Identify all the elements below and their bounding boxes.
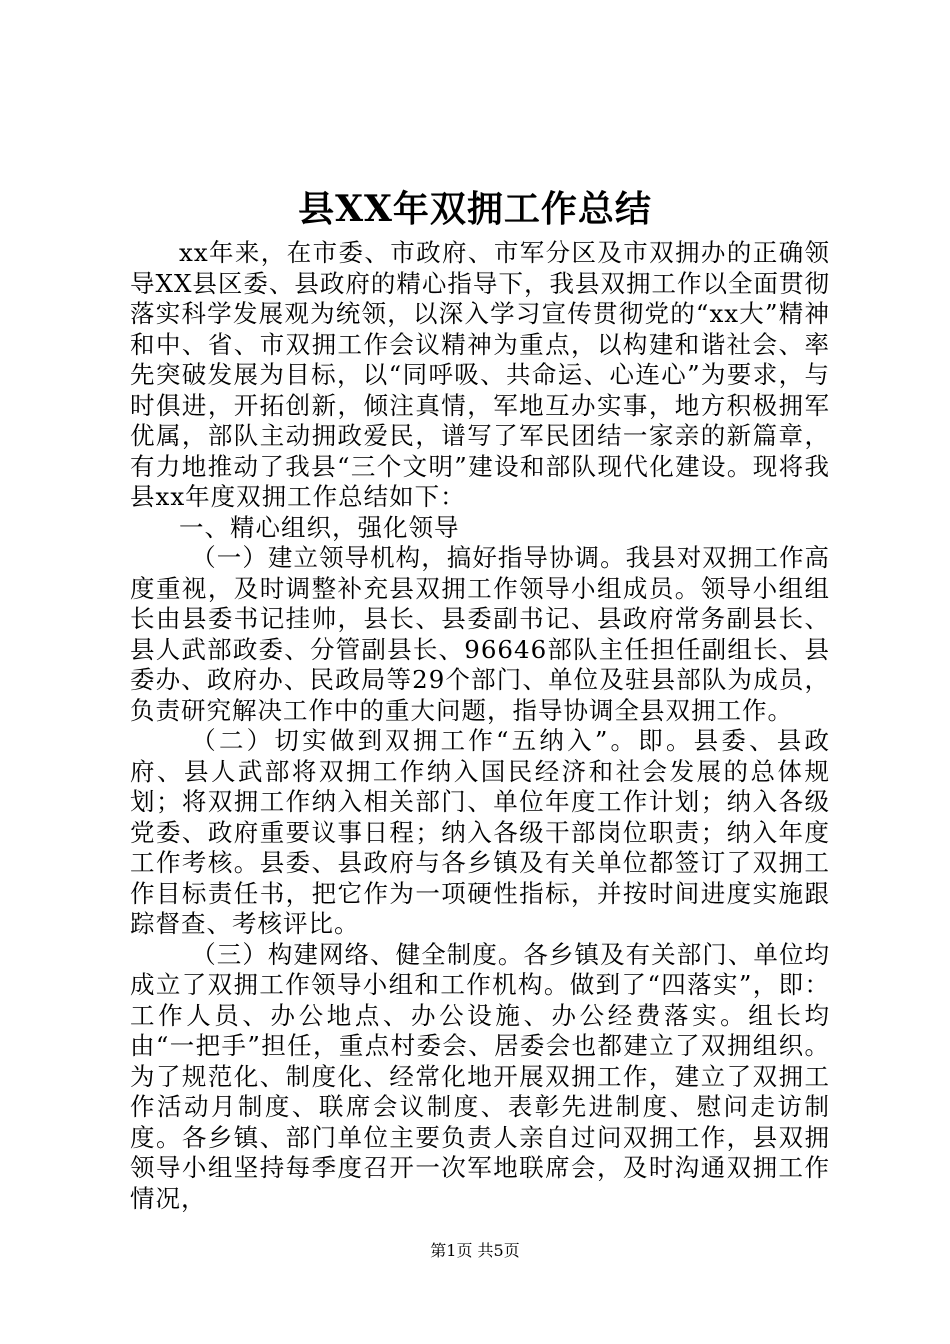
document-title: 县XX年双拥工作总结 bbox=[298, 188, 652, 230]
paragraph-subsection-3: （三）构建网络、健全制度。各乡镇及有关部门、单位均成立了双拥工作领导小组和工作机构。做到了“四落实”，即：工作人员、办公地点、办公设施、办公经费落实。组长均由“一把手”担任，重点村委会、居委会也都建立了双拥组织。为了规范化、制度化、经常化地开展双拥工作，建立了双拥工作活动月制度、联席会议制度、表彰先进制度、慰问走访制度。各乡镇、部门单位主要负责人亲自过问双拥工作，县双拥领导小组坚持每季度召开一次军地联席会，及时沟通双拥工作情况， bbox=[130, 939, 830, 1213]
paragraph-intro: xx年来，在市委、市政府、市军分区及市双拥办的正确领导XX县区委、县政府的精心指导下，我县双拥工作以全面贯彻落实科学发展观为统领，以深入学习宣传贯彻党的“xx大”精神和中、省、市双拥工作会议精神为重点，以构建和谐社会、率先突破发展为目标，以“同呼吸、共命运、心连心”为要求，与时俱进，开拓创新，倾注真情，军地互办实事，地方积极拥军优属，部队主动拥政爱民，谱写了军民团结一家亲的新篇章，有力地推动了我县“三个文明”建设和部队现代化建设。现将我县xx年度双拥工作总结如下： bbox=[130, 238, 830, 511]
paragraph-subsection-1: （一）建立领导机构，搞好指导协调。我县对双拥工作高度重视，及时调整补充县双拥工作领导小组成员。领导小组组长由县委书记挂帅，县长、县委副书记、县政府常务副县长、县人武部政委、分管副县长、96646部队主任担任副组长、县委办、政府办、民政局等29个部门、单位及驻县部队为成员，负责研究解决工作中的重大问题，指导协调全县双拥工作。 bbox=[130, 543, 830, 725]
paragraph-subsection-2: （二）切实做到双拥工作“五纳入”。即。县委、县政府、县人武部将双拥工作纳入国民经济和社会发展的总体规划；将双拥工作纳入相关部门、单位年度工作计划；纳入各级党委、政府重要议事日程；纳入各级干部岗位职责；纳入年度工作考核。县委、县政府与各乡镇及有关单位都签订了双拥工作目标责任书，把它作为一项硬性指标，并按时间进度实施跟踪督查、考核评比。 bbox=[130, 726, 830, 938]
document-body bbox=[130, 238, 830, 1214]
section-heading: 一、精心组织，强化领导 bbox=[179, 512, 460, 542]
page-number-footer: 第1页 共5页 bbox=[430, 1241, 520, 1260]
